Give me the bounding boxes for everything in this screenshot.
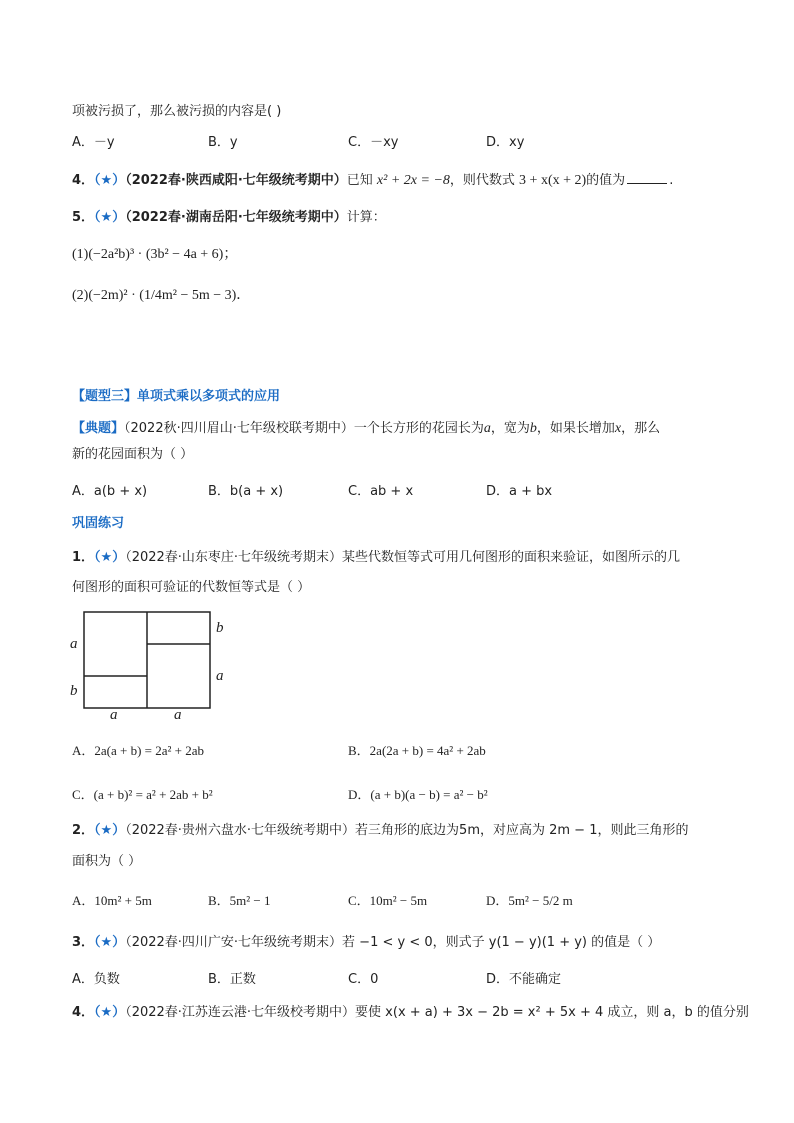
difficulty-star: （★）	[94, 1005, 126, 1020]
option-b: B．y	[208, 135, 238, 150]
difficulty-star: （★）	[94, 550, 126, 565]
label-bottom-a1: a	[110, 707, 118, 723]
label-left-b: b	[70, 683, 78, 699]
option-d: D．xy	[486, 135, 525, 150]
practice-question-3: 3．（★）（2022春·四川广安·七年级统考期末）若 −1 < y < 0，则式子 y(1 − y)(1 + y) 的值是（ ）	[72, 935, 661, 950]
label-right-a: a	[216, 668, 224, 684]
difficulty-star: （★）	[94, 173, 126, 188]
practice-question-2-line-2: 面积为（ ）	[72, 854, 142, 869]
difficulty-star: （★）	[94, 935, 126, 950]
option-b: B．b(a + x)	[208, 484, 284, 499]
question-4: 4．（★）（2022春·陕西咸阳·七年级统考期中）已知 x² + 2x = −8，则代数式 3 + x(x + 2)的值为 .	[72, 173, 674, 188]
rectangle-diagram	[60, 606, 240, 726]
practice-question-2: 2．（★）（2022春·贵州六盘水·七年级统考期中）若三角形的底边为5m，对应高为 2m − 1，则此三角形的	[72, 823, 689, 838]
typical-question-line-2: 新的花园面积为（ ）	[72, 447, 194, 462]
label-right-b: b	[216, 620, 224, 636]
practice-question-4: 4．（★）（2022春·江苏连云港·七年级校考期中）要使 x(x + a) + 3x − 2b = x² + 5x + 4 成立，则 a，b 的值分别	[72, 1005, 749, 1020]
option-d: D．a + bx	[486, 484, 553, 499]
label-left-a: a	[70, 636, 78, 652]
practice-question-1-line-2: 何图形的面积可验证的代数恒等式是（ ）	[72, 580, 311, 595]
option-a: A．－y	[72, 135, 115, 150]
question-number: 3．	[72, 935, 95, 950]
math-expression: x² + 2x = −8	[376, 173, 450, 188]
practice-title: 巩固练习	[72, 516, 125, 531]
geometry-figure	[60, 606, 240, 726]
practice-question-1: 1．（★）（2022春·山东枣庄·七年级统考期末）某些代数恒等式可用几何图形的面积来验证，如图所示的几	[72, 550, 681, 565]
option-d: D．5m² − 5/2 m	[486, 893, 573, 908]
option-a: A．2a(a + b) = 2a² + 2ab	[72, 743, 205, 758]
option-d: D．(a + b)(a − b) = a² − b²	[348, 787, 488, 802]
fraction: 1/4	[143, 288, 162, 303]
option-c: C．10m² − 5m	[348, 893, 428, 908]
typical-tag: 【典题】	[72, 421, 125, 436]
label-bottom-a2: a	[174, 707, 182, 723]
difficulty-star: （★）	[94, 823, 126, 838]
difficulty-star: （★）	[94, 210, 126, 225]
option-b: B．2a(2a + b) = 4a² + 2ab	[348, 743, 486, 758]
question-source: （2022春·湖南岳阳·七年级统考期中）	[125, 210, 347, 225]
question-number: 2．	[72, 823, 95, 838]
question-source: （2022春·陕西咸阳·七年级统考期中）	[125, 173, 347, 188]
question-continuation: 项被污损了，那么被污损的内容是( )	[72, 104, 282, 119]
question-number: 1．	[72, 550, 95, 565]
option-d: D．不能确定	[486, 972, 562, 987]
option-a: A．负数	[72, 972, 120, 987]
option-a: A．10m² + 5m	[72, 893, 152, 908]
option-b: B．正数	[208, 972, 256, 987]
option-c: C．ab + x	[348, 484, 414, 499]
question-number: 5．	[72, 210, 95, 225]
question-5-part-1: (1)(−2a²b)³ · (3b² − 4a + 6)；	[72, 247, 238, 262]
question-5-part-2: (2)(−2m)² · (1/4m² − 5m − 3)．	[72, 288, 251, 303]
question-number: 4．	[72, 173, 95, 188]
typical-question: 【典题】（2022秋·四川眉山·七年级校联考期中）一个长方形的花园长为a，宽为b，如果长增加x，那么	[72, 421, 661, 436]
option-a: A．a(b + x)	[72, 484, 148, 499]
option-b: B．5m² − 1	[208, 893, 271, 908]
option-c: C．(a + b)² = a² + 2ab + b²	[72, 787, 213, 802]
math-expression: 3 + x(x + 2)	[519, 173, 587, 188]
question-5: 5．（★）（2022春·湖南岳阳·七年级统考期中）计算：	[72, 210, 386, 225]
option-c: C．－xy	[348, 135, 399, 150]
question-number: 4．	[72, 1005, 95, 1020]
option-c: C．0	[348, 972, 379, 987]
answer-blank	[627, 171, 667, 184]
section-title: 【题型三】单项式乘以多项式的应用	[72, 389, 281, 404]
